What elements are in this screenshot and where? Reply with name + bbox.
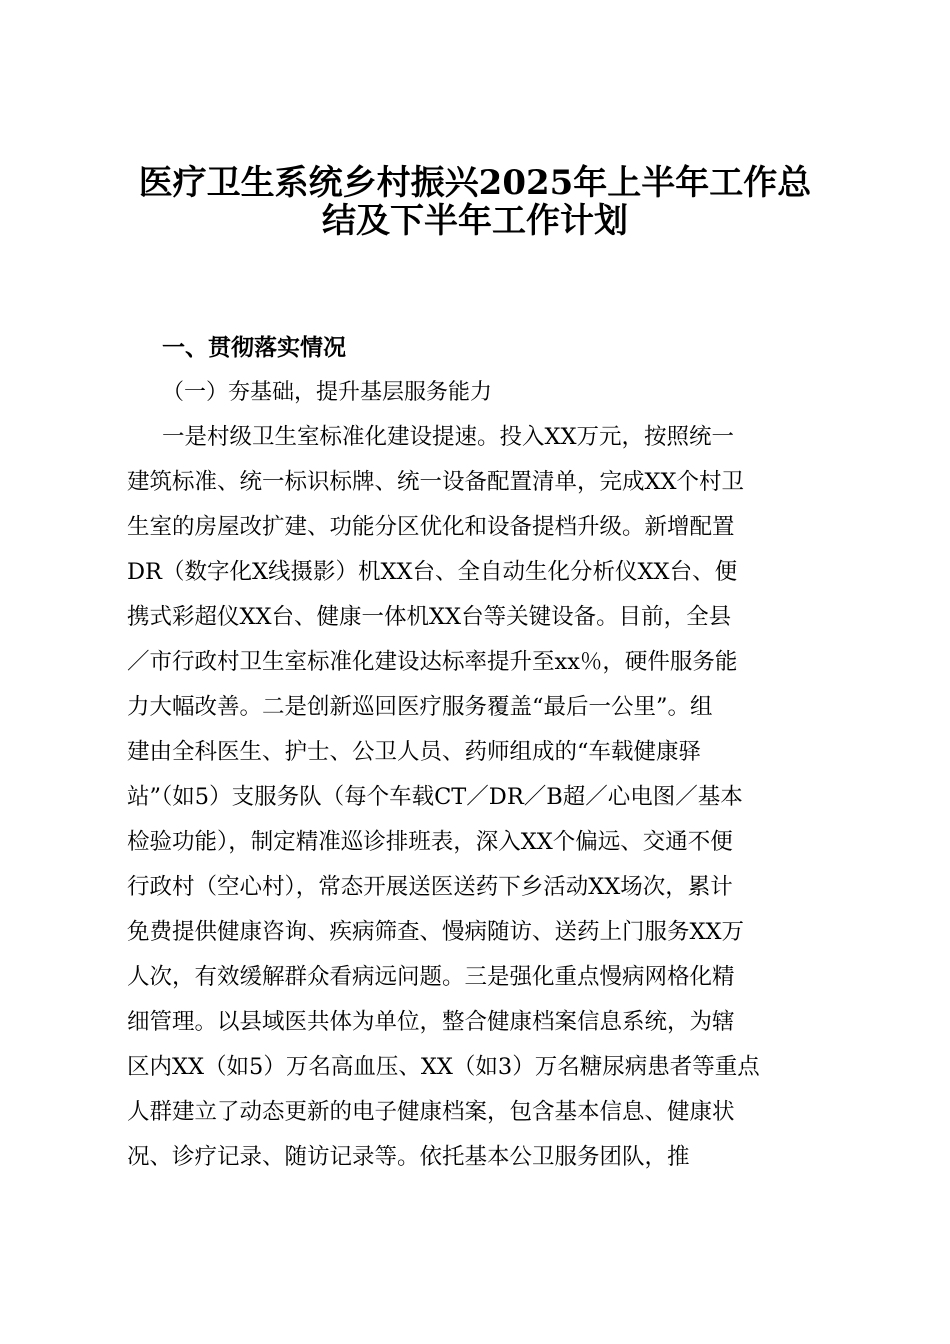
- paragraph-line: 行政村（空心村），常态开展送医送药下乡活动XX场次，累计: [127, 874, 733, 900]
- paragraph-line: 建筑标准、统一标识标牌、统一设备配置清单，完成XX个村卫: [127, 469, 745, 495]
- paragraph-line: 生室的房屋改扩建、功能分区优化和设备提档升级。新增配置: [127, 514, 735, 540]
- paragraph-line: 区内XX（如5）万名高血压、XX（如3）万名糖尿病患者等重点: [127, 1054, 760, 1080]
- document-title-line-1: 医疗卫生系统乡村振兴2025年上半年工作总: [138, 163, 812, 203]
- paragraph-line: 免费提供健康咨询、疾病筛查、慢病随访、送药上门服务XX万: [127, 919, 745, 945]
- section-heading: 一、贯彻落实情况: [162, 335, 346, 361]
- paragraph-line: DR（数字化X线摄影）机XX台、全自动生化分析仪XX台、便: [127, 559, 738, 585]
- paragraph-line: 站”（如5）支服务队（每个车载CT／DR／B超／心电图／基本: [127, 784, 743, 810]
- paragraph-line: 携式彩超仪XX台、健康一体机XX台等关键设备。目前，全县: [127, 604, 732, 630]
- paragraph-line: 人群建立了动态更新的电子健康档案，包含基本信息、健康状: [127, 1099, 735, 1125]
- subsection-heading: （一）夯基础，提升基层服务能力: [162, 380, 493, 405]
- paragraph-line: 力大幅改善。二是创新巡回医疗服务覆盖“最后一公里”。组: [127, 694, 713, 720]
- paragraph-line: ／市行政村卫生室标准化建设达标率提升至xx％，硬件服务能: [127, 649, 738, 675]
- paragraph-line: 检验功能），制定精准巡诊排班表，深入XX个偏远、交通不便: [127, 829, 733, 855]
- document-title-line-2: 结及下半年工作计划: [322, 201, 628, 241]
- paragraph-line: 一是村级卫生室标准化建设提速。投入XX万元，按照统一: [162, 424, 735, 450]
- paragraph-line: 人次，有效缓解群众看病远问题。三是强化重点慢病网格化精: [127, 964, 735, 990]
- paragraph-line: 建由全科医生、护士、公卫人员、药师组成的“车载健康驿: [127, 739, 702, 765]
- paragraph-line: 细管理。以县域医共体为单位，整合健康档案信息系统，为辖: [127, 1009, 735, 1035]
- paragraph-line: 况、诊疗记录、随访记录等。依托基本公卫服务团队，推: [127, 1144, 690, 1170]
